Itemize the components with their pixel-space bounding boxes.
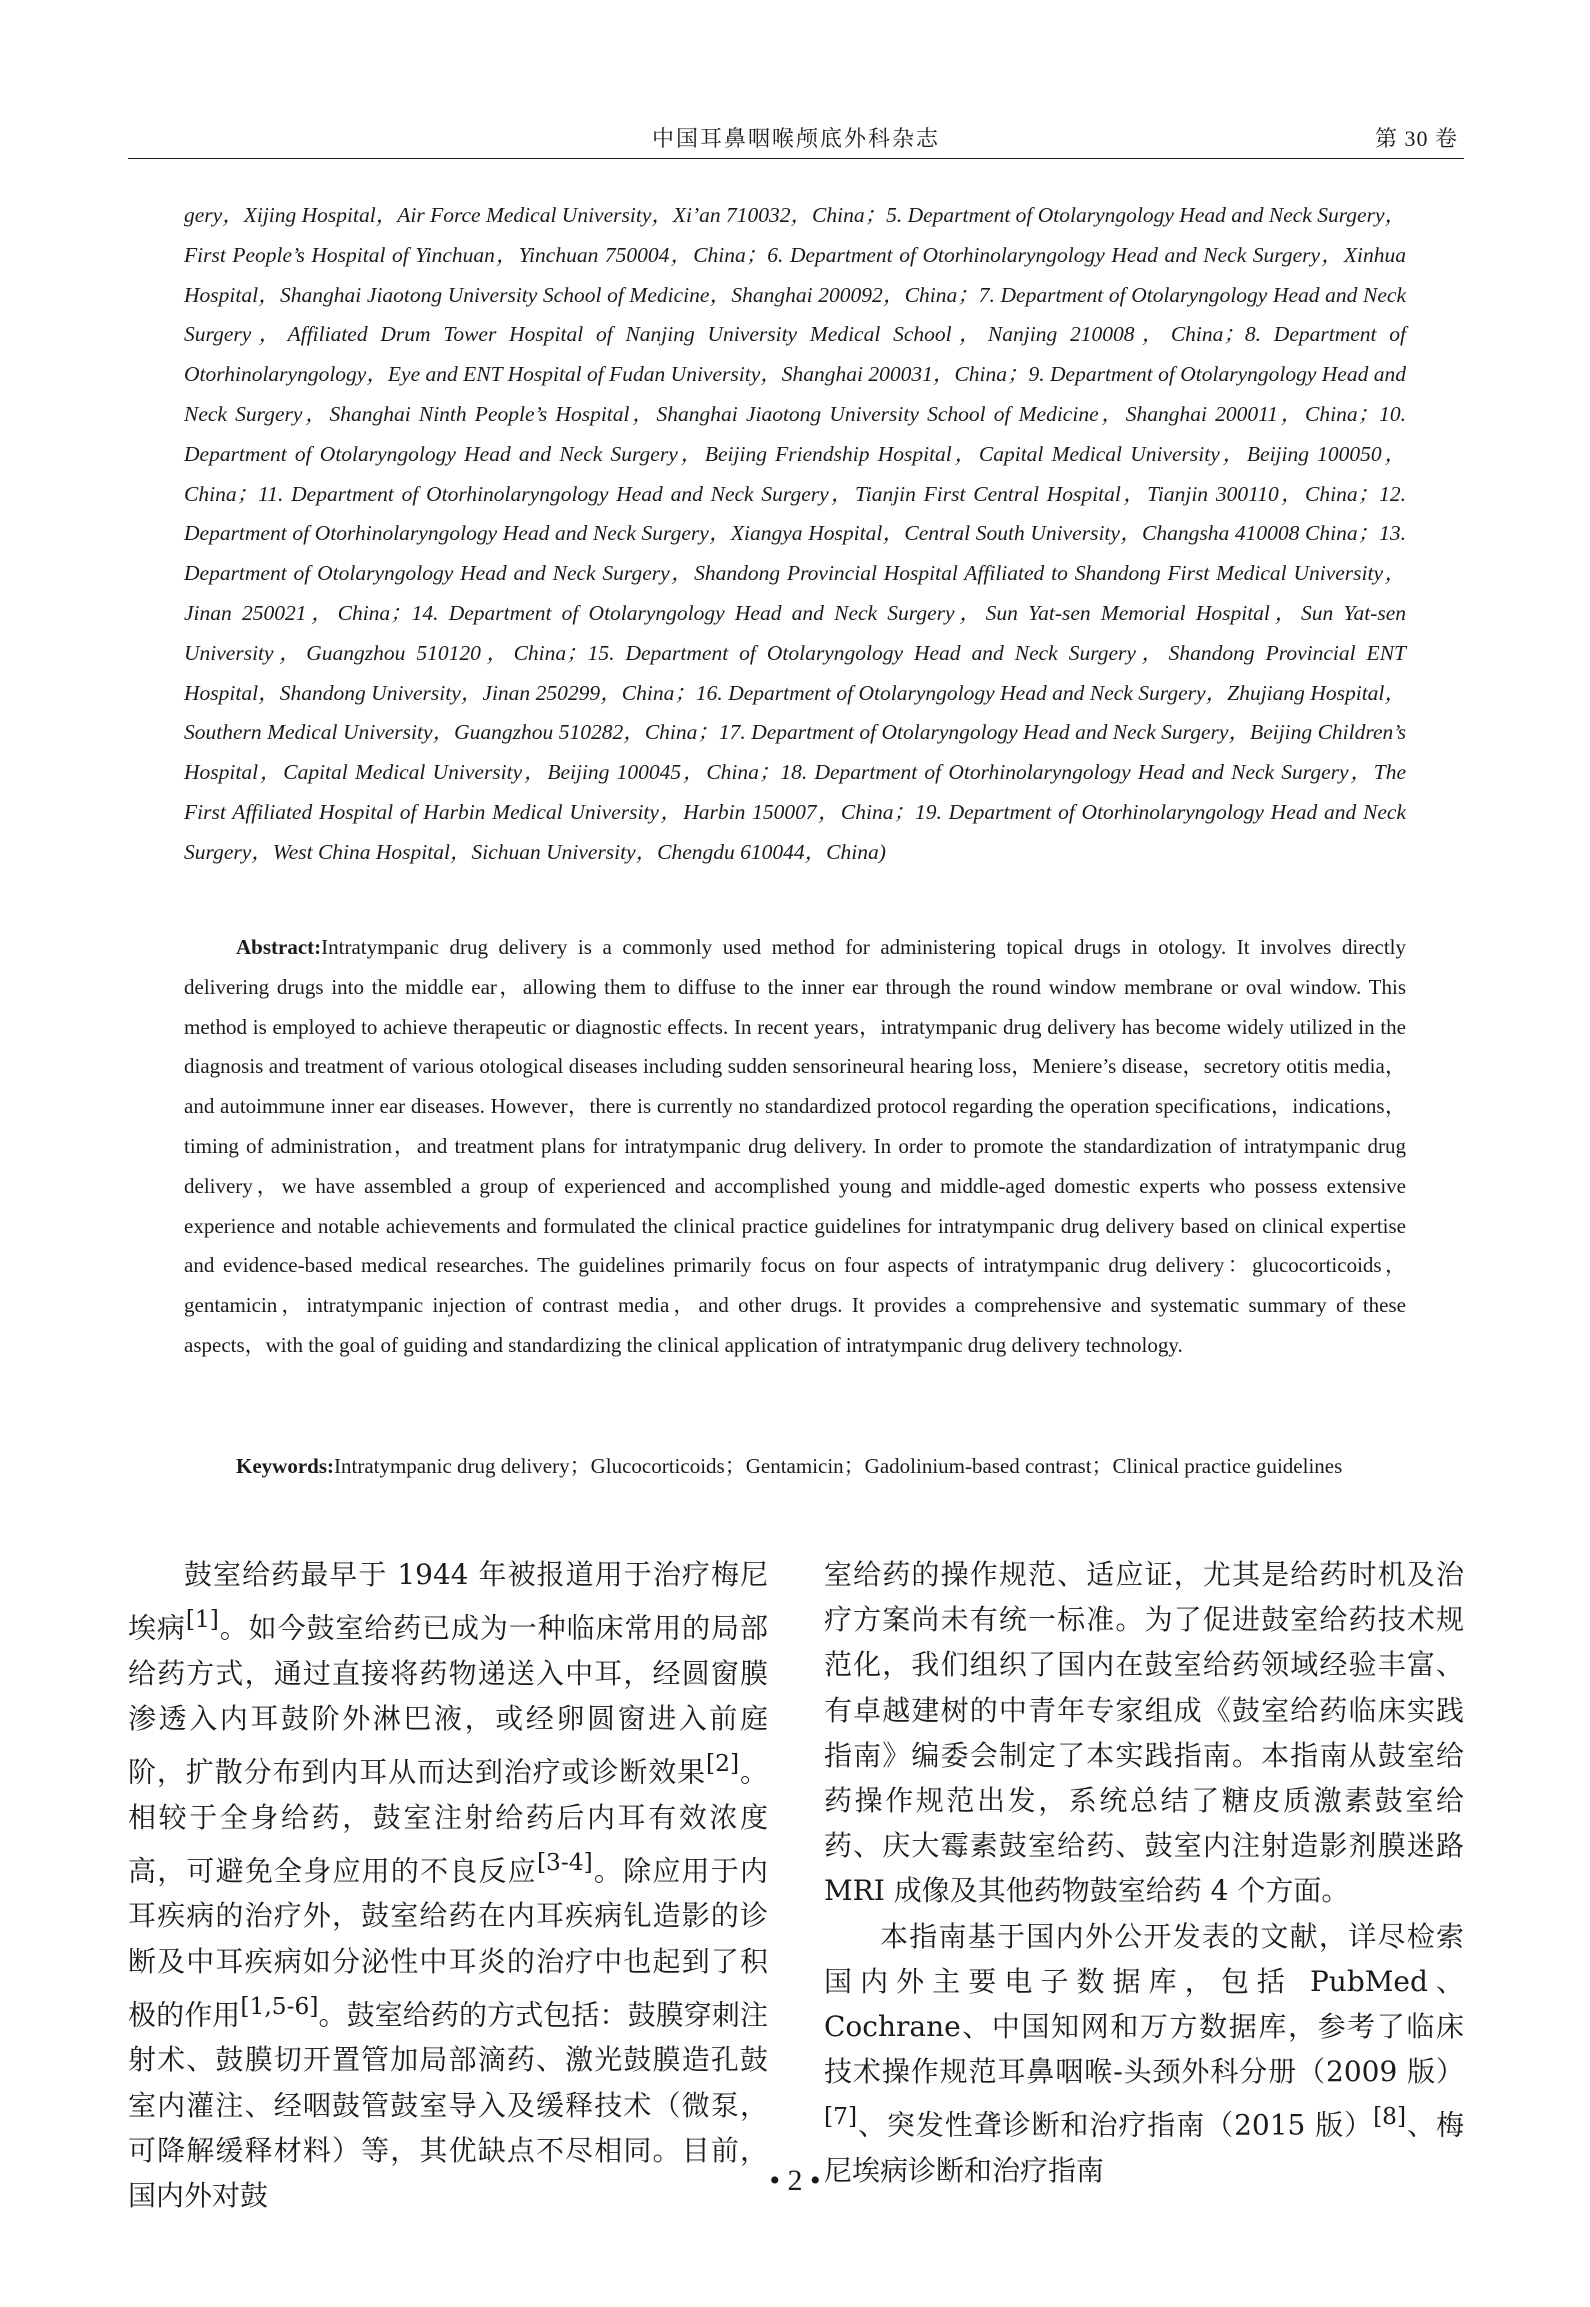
body-text: 。相较于全身给药，鼓室注射给药后内耳有效浓度高，可避免全身应用的不良反应 [128,1755,768,1888]
abstract-paragraph [184,928,1406,1366]
body-text: 、突发性聋诊断和治疗指南（2015 版） [857,2108,1374,2142]
body-column-left [128,1552,768,2218]
english-keywords [184,1447,1406,1487]
english-abstract [184,928,1406,1366]
body-text: 。除应用于内耳疾病的治疗外，鼓室给药在内耳疾病钆造影的诊断及中耳疾病如分泌性中耳炎的治疗中也起到了积极的作用 [128,1854,768,2032]
body-paragraph [824,1914,1464,2194]
citation: [7] [824,2102,858,2131]
author-affiliations [184,196,1406,873]
citation: [1,5-6] [240,1991,319,2020]
keywords-label: Keywords: [236,1454,334,1478]
abstract-label: Abstract: [236,935,322,959]
body-text: 、梅尼埃病诊断和治疗指南 [824,2108,1464,2187]
body-text: 。鼓室给药的方式包括：鼓膜穿刺注射术、鼓膜切开置管加局部滴药、激光鼓膜造孔鼓室内灌注、经咽鼓管鼓室导入及缓释技术（微泵，可降解缓释材料）等，其优缺点不尽相同。目前，国内外对鼓 [128,1998,768,2212]
body-text: 。如今鼓室给药已成为一种临床常用的局部给药方式，通过直接将药物递送入中耳，经圆窗膜渗透入内耳鼓阶外淋巴液，或经卵圆窗进入前庭阶，扩散分布到内耳从而达到治疗或诊断效果 [128,1611,768,1789]
body-text: 鼓室给药最早于 1944 年被报道用于治疗梅尼埃病 [128,1558,768,1645]
citation: [8] [1373,2102,1407,2131]
citation: [3-4] [536,1847,593,1876]
keywords-text: Intratympanic drug delivery；Glucocorticoids；Gentamicin；Gadolinium-based contrast；Clinical practice guidelines [334,1454,1343,1478]
body-column-right [824,1552,1464,2193]
page-number: • 2 • [769,2164,821,2197]
running-header [128,118,1464,159]
affiliations-text: gery，Xijing Hospital，Air Force Medical University，Xi’an 710032，China；5. Department of Otolaryngology Head and Neck Surgery，First People’s Hospital of Yinchuan，Yinchuan 750004，China；6. Department of Otorhinolaryngology Head and Neck Surgery，Xinhua Hospital，Shanghai Jiaotong University School of Medicine，Shanghai 200092，China；7. Department of Otolaryngology Head and Neck Surgery，Affiliated Drum Tower Hospital of Nanjing University Medical School，Nanjing 210008，China；8. Department of Otorhinolaryngology，Eye and ENT Hospital of Fudan University，Shanghai 200031，China；9. Department of Otolaryngology Head and Neck Surgery，Shanghai Ninth People’s Hospital，Shanghai Jiaotong University School of Medicine，Shanghai 200011，China；10. Department of Otolaryngology Head and Neck Surgery，Beijing Friendship Hospital，Capital Medical University，Beijing 100050，China；11. Department of Otorhinolaryngology Head and Neck Surgery，Tianjin First Central Hospital，Tianjin 300110，China；12. Department of Otorhinolaryngology Head and Neck Surgery，Xiangya Hospital，Central South University，Changsha 410008 China；13. Department of Otolaryngology Head and Neck Surgery，Shandong Provincial Hospital Affiliated to Shandong First Medical University，Jinan 250021，China；14. Department of Otolaryngology Head and Neck Surgery，Sun Yat-sen Memorial Hospital，Sun Yat-sen University，Guangzhou 510120，China；15. Department of Otolaryngology Head and Neck Surgery，Shandong Provincial ENT Hospital，Shandong University，Jinan 250299，China；16. Department of Otolaryngology Head and Neck Surgery，Zhujiang Hospital，Southern Medical University，Guangzhou 510282，China；17. Department of Otolaryngology Head and Neck Surgery，Beijing Children’s Hospital，Capital Medical University，Beijing 100045，China；18. Department of Otorhinolaryngology Head and Neck Surgery，The First Affiliated Hospital of Harbin Medical University，Harbin 150007，China；19. Department of Otorhinolaryngology Head and Neck Surgery，West China Hospital，Sichuan University，Chengdu 610044，China) [184,203,1406,864]
journal-name: 中国耳鼻咽喉颅底外科杂志 [651,126,940,151]
citation: [2] [706,1749,740,1778]
body-text: 本指南基于国内外公开发表的文献，详尽检索国内外主要电子数据库，包括 PubMed、Cochrane、中国知网和万方数据库，参考了临床技术操作规范耳鼻咽喉-头颈外科分册（2009 版） [824,1919,1464,2089]
volume-number: 第 30 卷 [1374,126,1458,151]
body-paragraph: 室给药的操作规范、适应证，尤其是给药时机及治疗方案尚未有统一标准。为了促进鼓室给药技术规范化，我们组织了国内在鼓室给药领域经验丰富、有卓越建树的中青年专家组成《鼓室给药临床实践指南》编委会制定了本实践指南。本指南从鼓室给药操作规范出发，系统总结了糖皮质激素鼓室给药、庆大霉素鼓室给药、鼓室内注射造影剂膜迷路 MRI 成像及其他药物鼓室给药 4 个方面。 [824,1558,1464,1908]
keywords-paragraph [184,1447,1406,1487]
body-paragraph [128,1552,768,2218]
abstract-text: Intratympanic drug delivery is a commonly used method for administering topical drugs in otology. It involves directly delivering drugs into the middle ear，allowing them to diffuse to the inner ear through the round window membrane or oval window. This method is employed to achieve therapeutic or diagnostic effects. In recent years，intratympanic drug delivery has become widely utilized in the diagnosis and treatment of various otological diseases including sudden sensorineural hearing loss，Meniere’s disease，secretory otitis media，and autoimmune inner ear diseases. However，there is currently no standardized protocol regarding the operation specifications，indications，timing of administration，and treatment plans for intratympanic drug delivery. In order to promote the standardization of intratympanic drug delivery，we have assembled a group of experienced and accomplished young and middle-aged domestic experts who possess extensive experience and notable achievements and formulated the clinical practice guidelines for intratympanic drug delivery based on clinical expertise and evidence-based medical researches. The guidelines primarily focus on four aspects of intratympanic drug delivery：glucocorticoids，gentamicin，intratympanic injection of contrast media，and other drugs. It provides a comprehensive and systematic summary of these aspects，with the goal of guiding and standardizing the clinical application of intratympanic drug delivery technology. [184,935,1406,1357]
citation: [1] [185,1605,219,1634]
